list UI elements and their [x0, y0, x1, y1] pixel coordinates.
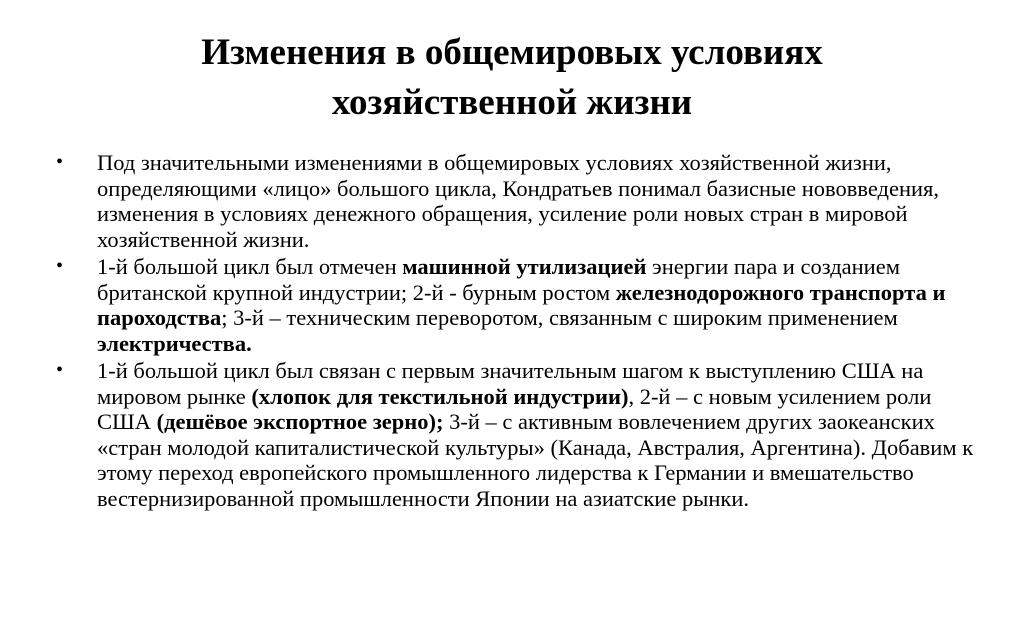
bullet-marker: •: [56, 359, 64, 381]
bullet-item: [54, 150, 974, 252]
bullet-text: [97, 358, 973, 511]
bold-text-segment: (дешёвое экспортное зерно);: [156, 409, 444, 434]
bold-text-segment: (хлопок для текстильной индустрии): [251, 383, 629, 409]
text-segment: энергии пара и созданием британской крупной индустрии; 2-й - бурным ростом: [97, 254, 900, 305]
bullet-text: [97, 150, 939, 252]
text-segment: 1-й большой цикл был отмечен: [97, 254, 403, 279]
bullet-marker: •: [56, 151, 64, 173]
slide-title: [60, 28, 964, 128]
text-segment: ; 3-й – техническим переворотом, связанным с широким применением: [221, 305, 898, 330]
bullet-text: [97, 254, 945, 356]
text-segment: 3-й – с активным вовлечением других заокеанских «стран молодой капиталистической культуры» (Канада, Австралия, Аргентина). Добавим к этому переход европейского промышленного лидерства к Германии и вмешательство вестернизированной промышленности Японии на азиатские рынки.: [97, 409, 974, 511]
title-line-2: хозяйственной жизни: [331, 82, 693, 123]
bullet-item: [54, 358, 974, 511]
bold-text-segment: машинной утилизацией: [402, 254, 647, 279]
bold-text-segment: железнодорожного транспорта и пароходства: [97, 279, 946, 330]
title-line-1: Изменения в общемировых условиях: [201, 32, 823, 73]
text-segment: , 2-й – с новым усилением роли США: [97, 383, 932, 434]
bullet-marker: •: [56, 255, 64, 277]
bullet-list: [54, 150, 974, 513]
bullet-item: [54, 254, 974, 356]
text-segment: 1-й большой цикл был связан с первым значительным шагом к выступлению США на мировом рынке: [97, 358, 924, 409]
text-segment: Под значительными изменениями в общемировых условиях хозяйственной жизни, определяющими «лицо» большого цикла, Кондратьев понимал базисные нововведения, изменения в условиях денежного обращения, усиление роли новых стран в мировой хозяйственной жизни.: [97, 150, 940, 252]
bold-text-segment: электричества.: [97, 330, 252, 356]
